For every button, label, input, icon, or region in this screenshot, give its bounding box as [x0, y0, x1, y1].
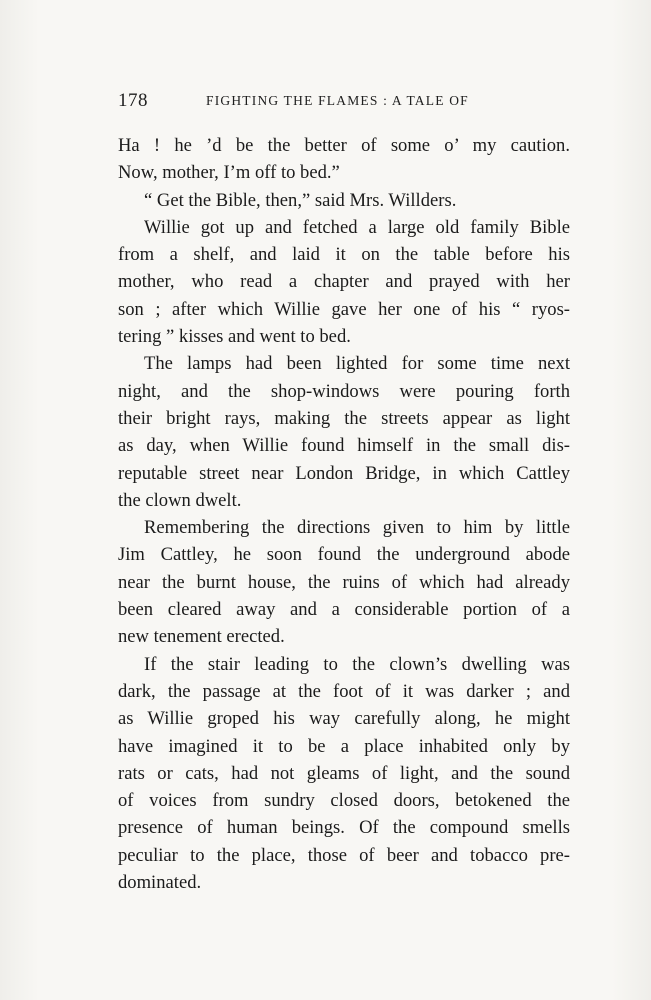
running-head-title: FIGHTING THE FLAMES : A TALE OF	[206, 93, 469, 108]
text-line: Remembering the directions given to him by little	[144, 517, 570, 539]
paragraph	[118, 214, 570, 350]
text-line: have imagined it to be a place inhabited only by	[118, 735, 570, 757]
paragraph	[118, 350, 570, 514]
text-line: as Willie groped his way carefully along, he might	[118, 708, 570, 730]
paragraph	[118, 187, 570, 214]
text-line: mother, who read a chapter and prayed with her	[118, 271, 570, 293]
text-line: Willie got up and fetched a large old family Bible	[144, 216, 570, 238]
text-line: of voices from sundry closed doors, betokened the	[118, 790, 570, 812]
text-line: “ Get the Bible, then,” said Mrs. Willders.	[144, 189, 457, 211]
running-head	[118, 90, 518, 112]
paragraph	[118, 651, 570, 897]
paragraph	[118, 132, 570, 187]
body-text	[118, 132, 570, 896]
text-line: the clown dwelt.	[118, 489, 242, 511]
text-line: presence of human beings. Of the compound smells	[118, 817, 570, 839]
text-line: reputable street near London Bridge, in which Cattley	[118, 462, 570, 484]
text-line: night, and the shop-windows were pouring forth	[118, 380, 570, 402]
text-line: peculiar to the place, those of beer and tobacco pre-	[118, 844, 570, 866]
text-line: tering ” kisses and went to bed.	[118, 326, 351, 348]
text-line: new tenement erected.	[118, 626, 285, 648]
page-number: 178	[118, 90, 148, 111]
text-line: as day, when Willie found himself in the small dis-	[118, 435, 570, 457]
text-line: their bright rays, making the streets appear as light	[118, 407, 570, 429]
text-line: dominated.	[118, 872, 202, 894]
text-line: dark, the passage at the foot of it was darker ; and	[118, 680, 570, 702]
paragraph	[118, 514, 570, 650]
text-line: from a shelf, and laid it on the table before his	[118, 244, 570, 266]
text-line: If the stair leading to the clown’s dwelling was	[144, 653, 570, 675]
text-line: Jim Cattley, he soon found the underground abode	[118, 544, 570, 566]
text-line: near the burnt house, the ruins of which had already	[118, 571, 570, 593]
text-line: The lamps had been lighted for some time next	[144, 353, 570, 375]
text-line: Now, mother, I’m off to bed.”	[118, 162, 340, 184]
text-line: been cleared away and a considerable portion of a	[118, 599, 570, 621]
text-line: Ha ! he ’d be the better of some o’ my caution.	[118, 135, 570, 156]
text-line: rats or cats, had not gleams of light, and the sound	[118, 762, 570, 784]
text-line: son ; after which Willie gave her one of his “ ryos-	[118, 298, 570, 320]
